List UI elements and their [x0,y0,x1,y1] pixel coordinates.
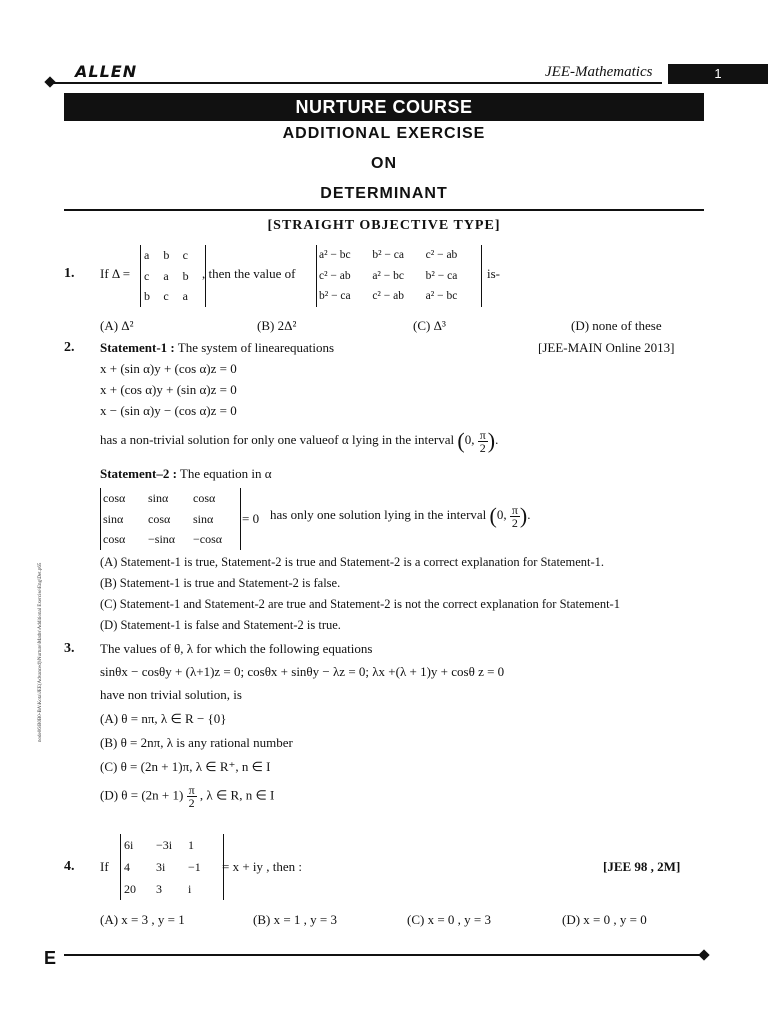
q3-line3: have non trivial solution, is [100,687,242,702]
q4-option-d: (D) x = 0 , y = 0 [562,912,647,927]
subject-title: JEE-Mathematics [545,64,653,80]
q4-det-cell: 3i [156,860,166,874]
q1-prefix: If Δ = [100,266,131,281]
q1-det2-cell: b² − ca [319,290,351,303]
q3-option-b: (B) θ = 2nπ, λ is any rational number [100,735,293,750]
q2-det-cell: cosα [193,491,216,505]
q4-det-cell: 3 [156,882,162,896]
q2-number: 2. [64,340,75,355]
footer-letter: E [44,948,57,968]
q3-number: 3. [64,641,75,656]
title-line-3: DETERMINANT [320,185,448,202]
q2-interval-left: 0, [464,431,475,447]
q1-det1-cell: b [182,268,189,283]
q1-det1-cell: a [163,268,169,283]
q4-det-cell: −1 [188,860,201,874]
q1-det1-cell: a [182,289,188,304]
section-type: [STRAIGHT OBJECTIVE TYPE] [267,218,501,233]
q3-option-d: (D) θ = (2n + 1) $\frac{\pi}{2}$ , λ ∈ R, n ∈ I [100,783,275,810]
q2-solution-text: has only one solution lying in the interval [270,506,487,522]
q2-statement1-text: The system of linearequations [177,340,335,355]
q1-option-d: (D) none of these [571,318,662,333]
q4-number: 4. [64,859,75,874]
q1-number: 1. [64,266,75,281]
q2-det-cell: sinα [103,511,124,526]
q3-option-c: (C) θ = (2n + 1)π, λ ∈ R⁺, n ∈ I [100,759,271,774]
q4-option-a: (A) x = 3 , y = 1 [100,912,185,927]
q2-det-cell: sinα [148,491,169,505]
q2-solution-fraction: $\frac{\pi}{2}$ [511,502,518,530]
q1-det2-cell: c² − ab [425,249,458,261]
q2-determinant [100,488,241,550]
q2-interval-text: has a non-trivial solution for only one valueof α lying in the interval [100,431,455,447]
q2-option-c: (C) Statement-1 and Statement-2 are true and Statement-2 is not the correct explanation for Statement-1 [100,597,620,611]
q1-middle: , then the value of [202,266,296,281]
q4-option-b: (B) x = 1 , y = 3 [253,912,337,927]
footer-diamond-icon [698,949,709,960]
q2-statement2-label: Statement–2 : [100,466,177,481]
q1-suffix: is- [487,266,500,281]
q1-det2-cell: a² − bc [372,269,404,282]
q2-det-cell: cosα [103,491,126,505]
q2-equation-1: x + (sin α)y + (cos α)z = 0 [100,361,237,376]
q2-interval-fraction: $\frac{\pi}{2}$ [479,427,486,455]
q3-option-d-fraction: $\frac{\pi}{2}$ [188,783,195,810]
q1-det1-cell: b [163,248,170,262]
q4-suffix: = x + iy , then : [222,859,303,874]
q4-det-cell: −3i [156,838,173,852]
q4-prefix: If [100,859,109,874]
q2-option-d: (D) Statement-1 is false and Statement-2 is true. [100,618,341,632]
q3-equations: sinθx − cosθy + (λ+1)z = 0; cosθx + sinθy − λz = 0; λx +(λ + 1)y + cosθ z = 0 [100,664,505,679]
q1-det1-cell: a [144,248,150,262]
q1-det2-cell: b² − ca [372,249,404,261]
q1-det2-cell: c² − ab [319,269,351,282]
course-banner: NURTURE COURSE [64,93,704,121]
q2-equation-3: x − (sin α)y − (cos α)z = 0 [100,403,237,418]
q1-option-c: (C) Δ³ [413,318,446,333]
page-number: 1 [668,64,768,84]
q2-statement1 [100,340,334,356]
title-line-2: ON [371,155,397,172]
q1-option-a: (A) Δ² [100,318,134,333]
q4-det-cell: 20 [124,882,136,896]
title-rule [64,209,704,211]
q2-det-cell: sinα [193,511,214,526]
q4-det-cell: 4 [124,860,130,874]
header-rule [50,82,662,84]
q2-det-cell: cosα [103,532,126,547]
q1-det2-cell: a² − bc [319,249,351,261]
q2-det-cell: −cosα [193,532,223,547]
q2-solution-line: has only one solution lying in the interval (0, $\frac{\pi}{2}$ ). [270,502,531,530]
q1-det2-cell: b² − ca [425,269,458,282]
q2-option-b: (B) Statement-1 is true and Statement-2 is false. [100,576,341,590]
q2-det-equals: = 0 [242,511,260,526]
q2-equation-2: x + (cos α)y + (sin α)z = 0 [100,382,237,397]
allen-logo: ALLEN [75,62,138,81]
q2-det-cell: −sinα [148,532,176,547]
q1-determinant-abc [140,245,206,307]
q2-source: [JEE-MAIN Online 2013] [538,340,675,355]
q1-option-b: (B) 2Δ² [257,318,297,333]
q1-det1-cell: c [163,289,169,304]
q1-det1-cell: c [144,268,150,283]
q4-det-cell: 1 [188,838,194,852]
q4-source: [JEE 98 , 2M] [603,859,681,874]
q1-determinant-squares [316,245,482,307]
q2-option-a: (A) Statement-1 is true, Statement-2 is true and Statement-2 is a correct explanation for Statement-1. [100,555,605,569]
q3-option-a: (A) θ = nπ, λ ∈ R − {0} [100,711,227,726]
footer-rule [64,954,704,956]
q2-statement2 [100,466,272,482]
q4-determinant [120,834,224,900]
title-line-1: ADDITIONAL EXERCISE [282,125,486,142]
q2-interval-line: has a non-trivial solution for only one valueof α lying in the interval (0, $\frac{\pi}{2}$ ). [100,427,499,455]
q4-det-cell: i [188,882,192,896]
q1-det2-cell: c² − ab [372,290,404,303]
q4-det-cell: 6i [124,838,134,852]
q4-option-c: (C) x = 0 , y = 3 [407,912,491,927]
q2-statement2-text: The equation in α [179,466,272,481]
q2-statement1-label: Statement-1 : [100,340,175,355]
q3-text: The values of θ, λ for which the following equations [100,641,373,656]
q1-det2-cell: a² − bc [425,290,458,303]
q1-det1-cell: b [144,289,150,304]
side-file-path: node06\B0B0-BA\Kota\JEE(Advanced)\Nurture\Maths\Additional Exercise\Eng\Det.p65 [38,562,43,742]
q2-det-cell: cosα [148,511,171,526]
q1-det1-cell: c [182,248,188,262]
